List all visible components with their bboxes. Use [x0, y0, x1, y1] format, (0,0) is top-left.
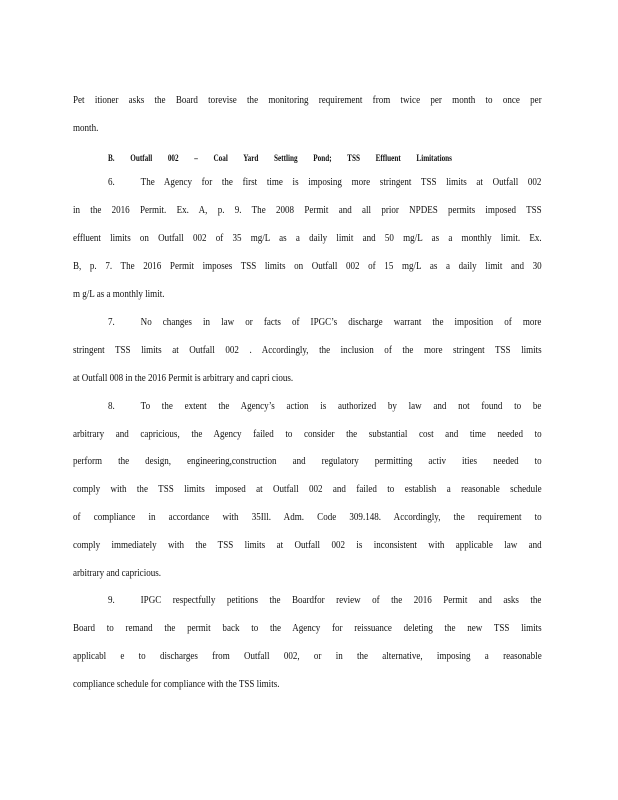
intro-line-1: Pet itioner asks the Board torevise the monitoring requirement from twice per month to once per	[73, 95, 542, 106]
paragraph-text: The Agency for the first time is imposing more stringent TSS limits at Outfall 002	[140, 177, 542, 188]
paragraph-6-first-line	[108, 173, 541, 193]
paragraph-text: No changes in law or facts of IPGC’s discharge warrant the imposition of more	[140, 317, 542, 328]
paragraph-8-line: arbitrary and capricious.	[73, 568, 162, 579]
paragraph-number: 7.	[108, 317, 115, 328]
paragraph-9-line: applicabl e to discharges from Outfall 002, or in the alternative, imposing a reasonable	[73, 651, 542, 662]
paragraph-8-first-line	[108, 397, 541, 417]
intro-line-2: month.	[73, 123, 99, 134]
paragraph-number: 8.	[108, 401, 115, 412]
paragraph-8-line: perform the design, engineering,construction and regulatory permitting activ ities needed to	[73, 456, 542, 467]
section-heading: B. Outfall 002 – Coal Yard Settling Pond; TSS Effluent Limitations	[108, 153, 452, 163]
paragraph-9-line: Board to remand the permit back to the Agency for reissuance deleting the new TSS limits	[73, 623, 542, 634]
paragraph-number: 6.	[108, 177, 115, 188]
paragraph-8-line: of compliance in accordance with 35Ill. Adm. Code 309.148. Accordingly, the requirement to	[73, 512, 542, 523]
paragraph-text: To the extent the Agency’s action is authorized by law and not found to be	[140, 401, 542, 412]
paragraph-8-line: comply immediately with the TSS limits at Outfall 002 is inconsistent with applicable law and	[73, 540, 542, 551]
paragraph-7-line: stringent TSS limits at Outfall 002 . Accordingly, the inclusion of the more stringent TSS limits	[73, 345, 542, 356]
paragraph-8-line: arbitrary and capricious, the Agency failed to consider the substantial cost and time needed to	[73, 429, 542, 440]
paragraph-number: 9.	[108, 595, 115, 606]
paragraph-6-line: in the 2016 Permit. Ex. A, p. 9. The 2008 Permit and all prior NPDES permits imposed TSS	[73, 205, 542, 216]
paragraph-9-line: compliance schedule for compliance with the TSS limits.	[73, 679, 280, 690]
paragraph-8-line: comply with the TSS limits imposed at Outfall 002 and failed to establish a reasonable schedule	[73, 484, 542, 495]
paragraph-9-first-line	[108, 591, 541, 611]
paragraph-6-line: m g/L as a monthly limit.	[73, 289, 165, 300]
paragraph-6-line: B, p. 7. The 2016 Permit imposes TSS limits on Outfall 002 of 15 mg/L as a daily limit and 30	[73, 261, 542, 272]
paragraph-text: IPGC respectfully petitions the Boardfor review of the 2016 Permit and asks the	[140, 595, 542, 606]
paragraph-6-line: effluent limits on Outfall 002 of 35 mg/L as a daily limit and 50 mg/L as a monthly limit. Ex.	[73, 233, 542, 244]
paragraph-7-first-line	[108, 313, 541, 333]
paragraph-7-line: at Outfall 008 in the 2016 Permit is arbitrary and capri cious.	[73, 373, 294, 384]
